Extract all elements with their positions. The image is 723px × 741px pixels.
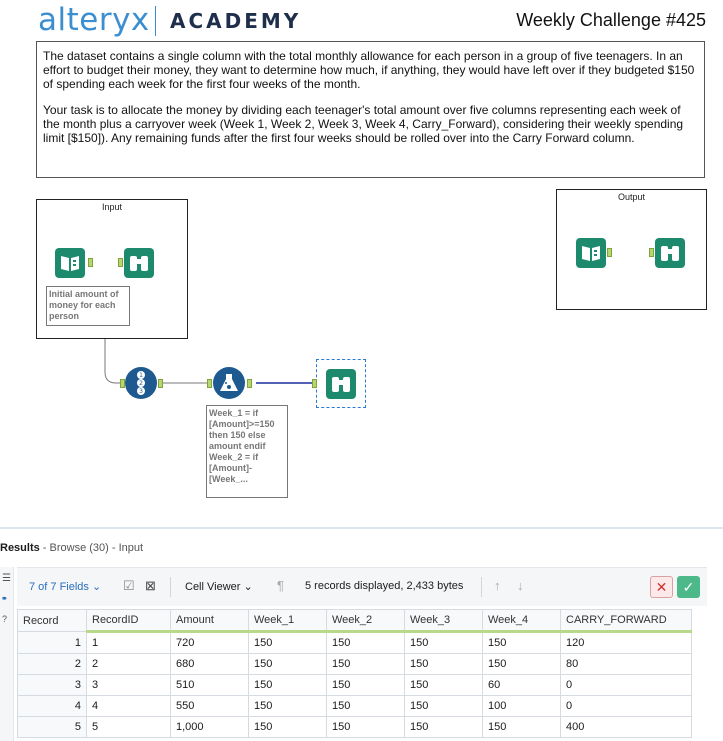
book-icon	[576, 238, 606, 268]
table-cell[interactable]: 720	[171, 632, 249, 654]
table-cell[interactable]: 400	[561, 717, 692, 738]
record-cell[interactable]: 5	[18, 717, 87, 738]
table-cell[interactable]: 680	[171, 654, 249, 675]
browse-tool-input[interactable]	[124, 248, 154, 278]
column-header[interactable]: RecordID	[87, 610, 171, 632]
chevron-down-icon: ⌄	[243, 581, 253, 593]
table-row[interactable]	[18, 717, 692, 738]
fields-label: 7 of 7 Fields	[29, 581, 89, 593]
input-anchor[interactable]	[118, 258, 123, 267]
arrow-up-icon[interactable]: ↑	[494, 578, 501, 593]
input-data-tool[interactable]	[55, 248, 85, 278]
table-cell[interactable]: 100	[483, 696, 561, 717]
output-anchor[interactable]	[247, 379, 252, 388]
chevron-down-icon: ⌄	[91, 581, 102, 593]
table-cell[interactable]: 150	[327, 632, 405, 654]
formula-flask-icon	[213, 367, 245, 399]
check-icon: ✓	[682, 579, 695, 595]
table-cell[interactable]: 510	[171, 675, 249, 696]
table-cell[interactable]: 150	[483, 654, 561, 675]
table-cell[interactable]: 1	[87, 632, 171, 654]
output-input-tool[interactable]	[576, 238, 606, 268]
results-label: Results	[0, 542, 40, 554]
record-id-icon	[125, 367, 157, 399]
binoculars-icon	[655, 238, 685, 268]
description-paragraph-2: Your task is to allocate the money by dividing each teenager's total amount over five columns representing each week of the month plus a carryover week (Week 1, Week 2, Week 3, Week 4, Carry_Forward), considering their weekly spending limit [$150]). Any remaining funds after the first four weeks should be rolled over into the Carry Forward column.	[43, 103, 684, 145]
table-cell[interactable]: 80	[561, 654, 692, 675]
column-header[interactable]: Week_4	[483, 610, 561, 632]
record-cell[interactable]: 1	[18, 632, 87, 654]
records-info: 5 records displayed, 2,433 bytes	[305, 580, 464, 592]
table-cell[interactable]: 1,000	[171, 717, 249, 738]
output-anchor[interactable]	[158, 379, 163, 388]
panel-divider[interactable]	[0, 527, 723, 529]
table-cell[interactable]: 150	[483, 632, 561, 654]
input-anchor[interactable]	[312, 379, 317, 388]
svg-text:3: 3	[139, 388, 143, 395]
table-cell[interactable]: 150	[405, 675, 483, 696]
table-cell[interactable]: 150	[405, 654, 483, 675]
close-icon: ✕	[655, 579, 668, 595]
results-toolbar	[17, 567, 707, 606]
results-title	[0, 542, 143, 554]
binoculars-icon	[124, 248, 154, 278]
results-side-toolbar	[0, 567, 14, 741]
output-container-title: Output	[617, 192, 646, 202]
challenge-title: Weekly Challenge #425	[516, 10, 706, 30]
arrow-down-icon[interactable]: ↓	[517, 578, 524, 593]
table-cell[interactable]: 5	[87, 717, 171, 738]
svg-text:1: 1	[139, 372, 143, 379]
alteryx-logo: alteryx	[38, 2, 150, 38]
svg-text:2: 2	[139, 380, 143, 387]
column-header[interactable]: CARRY_FORWARD	[561, 610, 692, 632]
help-icon[interactable]: ?	[2, 614, 8, 624]
apply-button[interactable]	[677, 576, 700, 598]
table-cell[interactable]: 150	[405, 632, 483, 654]
browse-tool-selected[interactable]	[316, 359, 366, 408]
record-cell[interactable]: 2	[18, 654, 87, 675]
table-cell[interactable]: 150	[249, 675, 327, 696]
column-header[interactable]: Week_2	[327, 610, 405, 632]
input-anchor[interactable]	[649, 248, 654, 257]
table-cell[interactable]: 150	[405, 717, 483, 738]
table-cell[interactable]: 150	[327, 717, 405, 738]
results-source: - Browse (30) - Input	[39, 542, 144, 554]
table-cell[interactable]: 60	[483, 675, 561, 696]
toolbar-divider	[481, 577, 482, 597]
table-cell[interactable]: 150	[249, 654, 327, 675]
results-table[interactable]	[17, 609, 692, 738]
table-cell[interactable]: 0	[561, 696, 692, 717]
table-cell[interactable]: 0	[561, 675, 692, 696]
record-cell[interactable]: 4	[18, 696, 87, 717]
table-cell[interactable]: 120	[561, 632, 692, 654]
toolbar-divider	[170, 577, 171, 597]
binoculars-icon	[326, 369, 356, 399]
table-cell[interactable]: 3	[87, 675, 171, 696]
checklist-icon[interactable]: ☑	[123, 578, 135, 593]
table-row[interactable]	[18, 675, 692, 696]
column-header[interactable]: Week_3	[405, 610, 483, 632]
record-cell[interactable]: 3	[18, 675, 87, 696]
table-cell[interactable]: 550	[171, 696, 249, 717]
description-paragraph-1: The dataset contains a single column with the total monthly allowance for each person in a group of five teenagers. In an effort to budget their money, they want to determine how much, if anything, they would have left over if they budgeted $150 of spending each week for the first four weeks of the month.	[43, 49, 695, 91]
column-header[interactable]: Amount	[171, 610, 249, 632]
table-cell[interactable]: 4	[87, 696, 171, 717]
output-anchor[interactable]	[607, 248, 612, 257]
table-cell[interactable]: 150	[483, 717, 561, 738]
table-header-row	[18, 610, 692, 632]
table-cell[interactable]: 150	[327, 696, 405, 717]
table-cell[interactable]: 150	[249, 696, 327, 717]
table-row[interactable]	[18, 696, 692, 717]
cell-viewer-dropdown[interactable]	[185, 580, 253, 593]
table-cell[interactable]: 150	[249, 632, 327, 654]
menu-icon[interactable]: ☰	[2, 573, 11, 584]
input-container-title: Input	[101, 202, 123, 212]
browse-tool-body[interactable]	[326, 369, 356, 399]
output-anchor[interactable]	[88, 258, 93, 267]
formula-tool[interactable]	[213, 367, 245, 399]
academy-logo: ACADEMY	[170, 9, 302, 33]
input-annotation: Initial amount of money for each person	[46, 286, 130, 326]
fields-dropdown[interactable]	[29, 580, 101, 593]
cell-viewer-label: Cell Viewer	[185, 581, 241, 593]
table-cell[interactable]: 2	[87, 654, 171, 675]
column-header[interactable]: Week_1	[249, 610, 327, 632]
table-cell[interactable]: 150	[327, 654, 405, 675]
input-anchor[interactable]	[207, 379, 212, 388]
link-icon[interactable]: ⚭	[1, 594, 8, 603]
cancel-button[interactable]	[650, 576, 673, 598]
deselect-icon[interactable]: ⊠	[145, 578, 156, 593]
table-row[interactable]	[18, 654, 692, 675]
record-id-tool[interactable]	[125, 367, 157, 399]
formula-annotation: Week_1 = if [Amount]>=150 then 150 else amount endif Week_2 = if [Amount]-[Week_...	[206, 405, 288, 498]
column-header[interactable]: Record	[18, 610, 87, 632]
pilcrow-icon[interactable]: ¶	[277, 578, 284, 593]
table-cell[interactable]: 150	[327, 675, 405, 696]
table-cell[interactable]: 150	[249, 717, 327, 738]
book-icon	[55, 248, 85, 278]
table-cell[interactable]: 150	[405, 696, 483, 717]
table-row[interactable]	[18, 632, 692, 654]
output-browse-tool[interactable]	[655, 238, 685, 268]
